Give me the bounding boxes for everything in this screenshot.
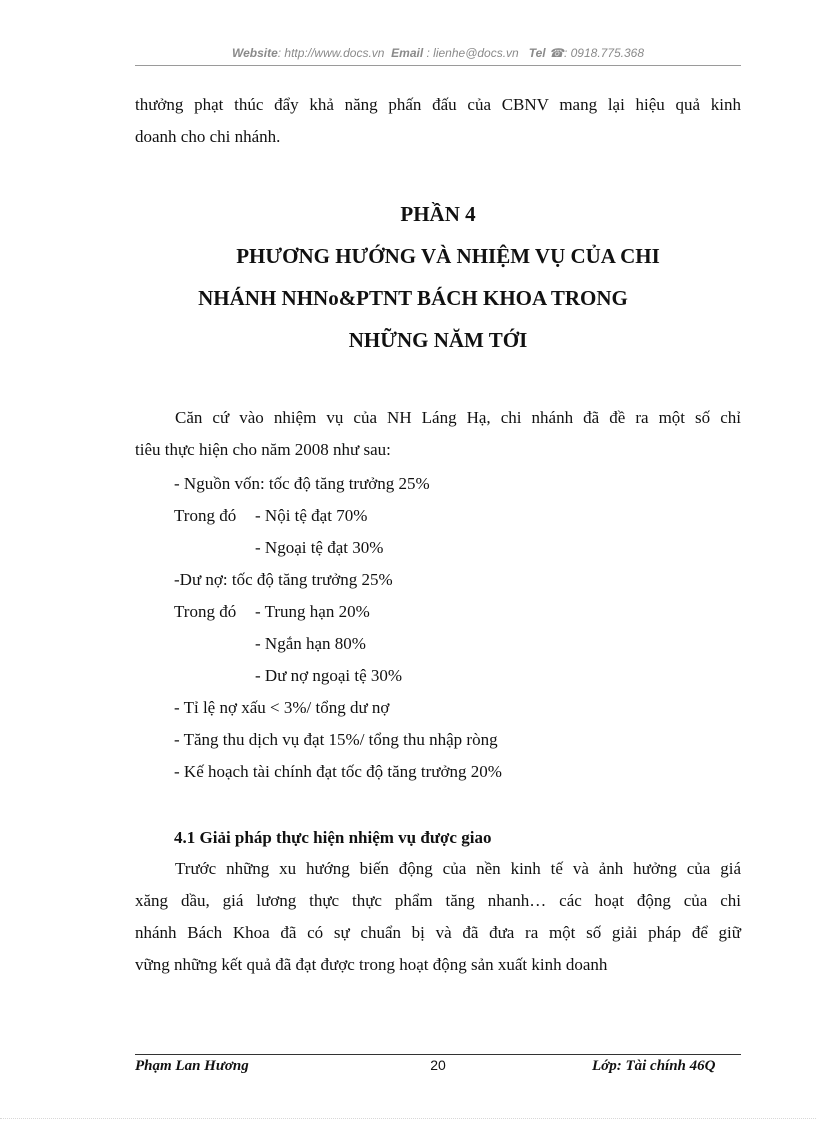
website-value: : http://www.docs.vn	[277, 46, 385, 60]
page-header	[135, 46, 741, 60]
intro-line: doanh cho chi nhánh.	[135, 127, 281, 146]
target-capital: - Nguồn vốn: tốc độ tăng trưởng 25%	[174, 474, 430, 493]
body-line: Trước những xu hướng biến động của nền kinh tế và ảnh hưởng của giá	[175, 859, 741, 878]
target-loans: -Dư nợ: tốc độ tăng trưởng 25%	[174, 570, 393, 589]
target-medium-term: - Trung hạn 20%	[255, 602, 370, 621]
phone-icon: ☎	[549, 46, 564, 60]
in-which-label: Trong đó	[174, 602, 237, 621]
intro-line: thưởng phạt thúc đẩy khả năng phấn đấu của CBNV mang lại hiệu quả kinh	[135, 95, 741, 114]
targets-intro-paragraph	[135, 402, 741, 466]
section-part-heading: PHẦN 4	[400, 202, 476, 226]
email-label: Email	[391, 46, 424, 60]
target-foreign: - Ngoại tệ đạt 30%	[255, 538, 384, 557]
email-value: : lienhe@docs.vn	[426, 46, 519, 60]
target-service-income: - Tăng thu dịch vụ đạt 15%/ tổng thu nhập ròng	[174, 730, 498, 749]
in-which-label: Trong đó	[174, 506, 237, 525]
body-line: nhánh Bách Khoa đã có sự chuẩn bị và đã đưa ra một số giải pháp để giữ	[135, 923, 741, 942]
footer-class: Lớp: Tài chính 46Q	[592, 1058, 716, 1074]
body-line: Căn cứ vào nhiệm vụ của NH Láng Hạ, chi nhánh đã đề ra một số chỉ	[175, 408, 741, 427]
target-short-term: - Ngắn hạn 80%	[255, 634, 366, 653]
intro-paragraph	[135, 89, 741, 153]
subsection-heading: 4.1 Giải pháp thực hiện nhiệm vụ được giao	[174, 828, 492, 847]
section-title-line: PHƯƠNG HƯỚNG VÀ NHIỆM VỤ CỦA CHI	[236, 244, 660, 268]
header-divider	[135, 65, 741, 66]
target-fx-loans: - Dư nợ ngoại tệ 30%	[255, 666, 403, 685]
tel-label: Tel	[528, 46, 546, 60]
body-line: tiêu thực hiện cho năm 2008 như sau:	[135, 440, 391, 459]
tel-value: : 0918.775.368	[563, 46, 645, 60]
target-bad-debt: - Tỉ lệ nợ xấu < 3%/ tổng dư nợ	[174, 698, 390, 717]
target-domestic: - Nội tệ đạt 70%	[255, 506, 368, 525]
footer-author: Phạm Lan Hương	[135, 1058, 249, 1074]
section-title-line: NHỮNG NĂM TỚI	[348, 328, 528, 352]
page-edge	[0, 1118, 816, 1119]
section-title-line: NHÁNH NHNo&PTNT BÁCH KHOA TRONG	[198, 286, 628, 310]
subsection-paragraph	[135, 853, 741, 981]
body-line: vững những kết quả đã đạt được trong hoạt động sản xuất kinh doanh	[135, 955, 608, 974]
target-financial-plan: - Kế hoạch tài chính đạt tốc độ tăng trưởng 20%	[174, 762, 502, 781]
page-number: 20	[430, 1057, 446, 1073]
footer-divider	[135, 1054, 741, 1055]
website-label: Website	[231, 46, 278, 60]
body-line: xăng dầu, giá lương thực thực phẩm tăng nhanh… các hoạt động của chi	[135, 891, 741, 910]
